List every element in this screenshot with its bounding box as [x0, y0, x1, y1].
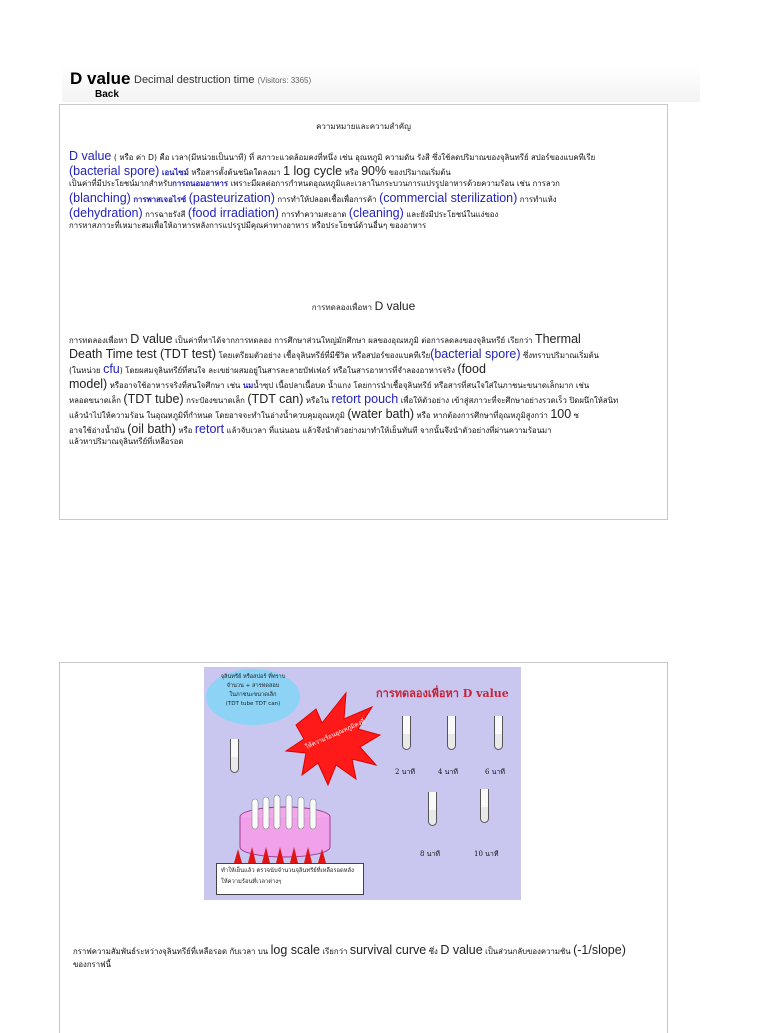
s2-line [69, 436, 657, 448]
sample-tube [480, 789, 489, 823]
time-label: 2 นาที [395, 768, 416, 776]
sample-tube [402, 716, 411, 750]
sample-tube [494, 716, 503, 750]
text-run: model) [69, 377, 108, 391]
time-label: 6 นาที [485, 768, 506, 776]
s1-line [69, 178, 657, 190]
visitor-count: (Visitors: 3365) [257, 76, 312, 85]
link-term[interactable]: (dehydration) [69, 206, 143, 220]
text-run: การทำให้ปลอดเชื้อเพื่อการค้า [274, 195, 380, 204]
caption-line [73, 943, 582, 957]
text-run: เพราะมีผลต่อการกำหนดอุณหภูมิและเวลาในกระบวนการแปรรูปอาหารด้วยความร้อน เช่น การลวก [228, 179, 560, 188]
text-run: ของปริมาณเริ่มต้น [386, 168, 451, 177]
time-label: 4 นาที [438, 768, 459, 776]
link-term[interactable]: retort pouch [331, 392, 399, 406]
bubble-line: จุลินทรีย์ หรือสปอร์ ที่ทราบ [220, 674, 286, 680]
section-heading-experiment [60, 299, 667, 314]
link-term[interactable]: cfu [103, 362, 120, 376]
text-run: (- [573, 943, 582, 957]
text-run: (TDT can) [247, 392, 304, 406]
section-heading-meaning: ความหมายและความสำคัญ [316, 122, 411, 131]
text-run: แล้วจับเวลา ที่แน่นอน แล้วจึงนำตัวอย่างมาทำให้เย็นทันที จากนั้นจึงนำตัวอย่างที่ผ่านความร้อนมา [224, 426, 552, 435]
text-run: 90% [361, 164, 387, 178]
link-term[interactable]: (bacterial spore) [69, 164, 160, 178]
link-term[interactable]: (bacterial spore) [430, 347, 521, 361]
sample-tube [230, 739, 239, 773]
experiment-diagram [204, 667, 521, 900]
text-run: กราฟความสัมพันธ์ระหว่างจุลินทรีย์ที่เหลือรอด กับเวลา บน [73, 947, 271, 956]
text-run: D value [130, 332, 173, 346]
s2-line [69, 421, 657, 436]
s2-line [69, 376, 657, 391]
s1-line [69, 220, 657, 232]
s1-line [69, 190, 657, 205]
text-run: survival curve [349, 943, 427, 957]
s1-line [69, 205, 657, 220]
text-run: เป็นส่วนกลับของความชัน [482, 947, 574, 956]
text-run: น้ำซุป เนื้อปลาเนื้อบด น้ำแกง โดยการนำเชื้อจุลินทรีย์ หรือสารที่สนใจใส่ในภาชนะขนาดเล็กมาก เช่น [253, 381, 590, 390]
s1-line [69, 148, 657, 163]
sample-tube [428, 792, 437, 826]
text-run: แล้วนำไปให้ความร้อน ในอุณหภูมิที่กำหนด โดยอาจจะทำในอ่างน้ำควบคุมอุณหภูมิ [69, 411, 348, 420]
text-run: การทำความสะอาด [278, 210, 349, 219]
diagram-title: การทดลองเพื่อหา D value [376, 687, 509, 700]
text-run: หรือ หากต้องการศึกษาที่อุณหภูมิสูงกว่า [414, 411, 551, 420]
text-run: หรือสารตั้งต้นชนิดใดลงมา [188, 168, 284, 177]
text-run: การทดลองเพื่อหา [69, 336, 131, 345]
text-run: (TDT tube) [123, 392, 184, 406]
link-term[interactable]: (food irradiation) [187, 206, 279, 220]
content-box-text [59, 104, 668, 520]
s2-line [69, 331, 657, 346]
text-run: ซึ่ง [426, 947, 441, 956]
text-run: อาจใช้อ่างน้ำมัน [69, 426, 128, 435]
text-run: (food [457, 362, 486, 376]
bubble-line: จำนวน + สารทดสอบ [226, 683, 280, 689]
text-run: 100 [550, 407, 572, 421]
text-run: (ในหน่วย [69, 366, 104, 375]
time-label: 10 นาที [474, 850, 499, 858]
text-run: การหาสภาวะที่เหมาะสมเพื่อให้อาหารหลังการแปรรูปมีคุณค่าทางอาหาร หรือประโยชน์ด้านอื่นๆ ของอาหาร [69, 221, 427, 230]
link-term[interactable]: การถนอมอาหาร [172, 179, 229, 188]
paragraph-experiment [69, 331, 657, 448]
back-link[interactable]: Back [95, 89, 119, 100]
link-term[interactable]: เอนไซม์ [161, 168, 189, 177]
page-title: D value [70, 69, 131, 88]
text-run: ) โดยผสมจุลินทรีย์ที่สนใจ ละเขย่าผสมอยู่ในสารละลายบัฟเฟอร์ หรือในสารอาหารที่จำลองอาหารจริง [119, 366, 458, 375]
text-run: เรียกว่า [319, 947, 350, 956]
text-run: ซ [571, 411, 579, 420]
text-run: 1 log cycle [283, 164, 343, 178]
link-term[interactable]: (blanching) [69, 191, 131, 205]
text-run: การฉายรังสี [142, 210, 188, 219]
link-term[interactable]: D value [69, 149, 112, 163]
link-term[interactable]: นม [242, 381, 254, 390]
text-run: หรือใน [303, 396, 332, 405]
sample-tube [447, 716, 456, 750]
text-run: (water bath) [347, 407, 415, 421]
text-run: ( หรือ ค่า D) คือ เวลา(มีหน่วยเป็นนาที) ที่ สภาวะแวดล้อมคงที่หนึ่ง เช่น อุณหภูมิ ความดัน รังสี ซึ่งใช้ลดปริมาณของจุลินทรีย์ สปอร์ของแบคทีเรีย [111, 153, 596, 162]
heading-prefix: การทดลองเพื่อหา [311, 303, 373, 312]
text-run: ซึ่งทราบปริมาณเริ่มต้น [520, 351, 600, 360]
link-term[interactable]: (pasteurization) [188, 191, 275, 205]
link-term[interactable]: การพาสเจอไรซ์ [133, 195, 187, 204]
text-run: เป็นค่าที่มีประโยชน์มากสำหรับ [69, 179, 173, 188]
text-run: (oil bath) [127, 422, 176, 436]
heat-label: ให้ความร้อนอุณหภูมิคงที่ [304, 718, 367, 751]
text-run: D value [440, 943, 483, 957]
s1-line [69, 163, 657, 178]
text-run: log scale [270, 943, 320, 957]
text-run: หรือ [175, 426, 195, 435]
text-run: ของกราฟนี้ [73, 960, 111, 969]
text-run: โดยเตรียมตัวอย่าง เชื้อจุลินทรีย์ที่มีชีวิต หรือสปอร์ของแบคทีเรีย [216, 351, 431, 360]
text-run: Thermal [534, 332, 581, 346]
text-run: การทำแห้ง [517, 195, 557, 204]
s2-line [69, 346, 657, 361]
s2-line [69, 391, 657, 406]
text-run: หรือ [342, 168, 362, 177]
text-run: กระป๋องขนาดเล็ก [183, 396, 248, 405]
text-run: 1/slope) [581, 943, 626, 957]
text-run: Death Time test (TDT test) [69, 347, 217, 361]
survival-curve-caption [73, 944, 633, 971]
text-run: เป็นค่าที่หาได้จากการทดลอง การศึกษาส่วนใหญ่มักศึกษา ผลของอุณหภูมิ ต่อการลดลงของจุลินทรีย์ เรียกว่า [172, 336, 535, 345]
text-run: แล้วหาปริมาณจุลินทรีย์ที่เหลือรอด [69, 437, 184, 446]
subtitle-text: Decimal destruction time [134, 74, 255, 86]
time-label: 8 นาที [420, 850, 441, 858]
link-term[interactable]: (commercial sterilization) [379, 191, 518, 205]
text-run: เพื่อให้ตัวอย่าง เข้าสู่สภาวะที่จะศึกษาอย่างรวดเร็ว ปิดผนึกให้สนิท [398, 396, 619, 405]
text-run: และยังมีประโยชน์ในแง่ของ [403, 210, 499, 219]
link-term[interactable]: (cleaning) [348, 206, 404, 220]
text-run: หลอดขนาดเล็ก [69, 396, 124, 405]
paragraph-definition [69, 148, 657, 232]
diagram-caption: ทำให้เย็นแล้ว ตรวจนับจำนวนจุลินทรีย์ที่เหลือรอดหลังให้ความร้อนที่เวลาต่างๆ [216, 863, 364, 895]
text-run: หรืออาจใช้อาหารจริงที่สนใจศึกษา เช่น [107, 381, 243, 390]
s2-line [69, 406, 657, 421]
link-term[interactable]: retort [194, 422, 225, 436]
s2-line [69, 361, 657, 376]
page-header [62, 66, 700, 102]
page-subtitle [134, 74, 311, 86]
bubble-line: ในภาชนะขนาดเล็ก [229, 692, 277, 698]
bubble-line: (TDT tube TDT can) [225, 701, 281, 707]
heading-term: D value [374, 299, 416, 313]
